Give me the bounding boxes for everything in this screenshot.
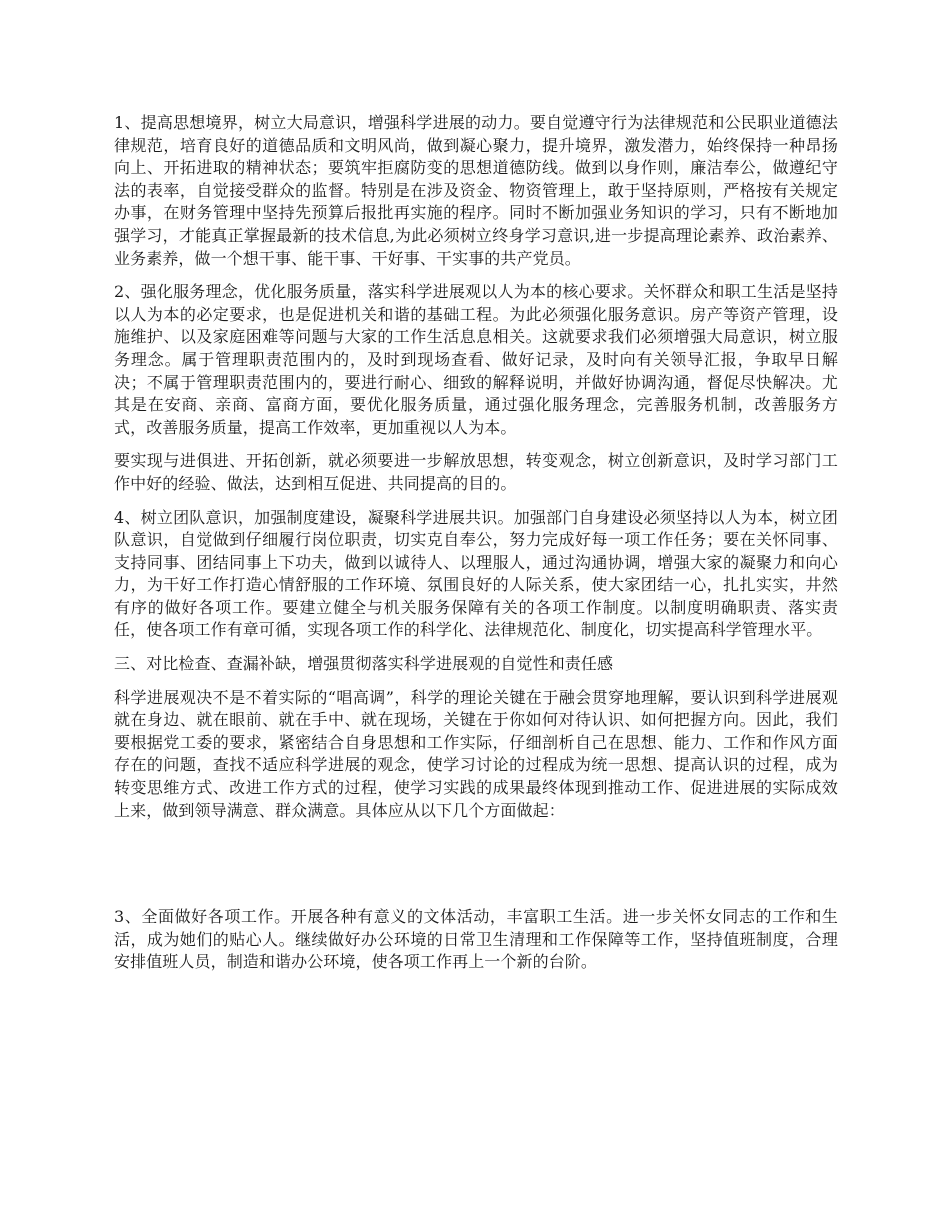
paragraph-1: 1、提高思想境界，树立大局意识，增强科学进展的动力。要自觉遵守行为法律规范和公民职业道德法律规范，培育良好的道德品质和文明风尚，做到凝心聚力，提升境界，激发潜力，始终保持一种昂扬向上、开拓进取的精神状态；要筑牢拒腐防变的思想道德防线。做到以身作则，廉洁奉公，做遵纪守法的表率，自觉接受群众的监督。特别是在涉及资金、物资管理上，敢于坚持原则，严格按有关规定办事，在财务管理中坚持先预算后报批再实施的程序。同时不断加强业务知识的学习，只有不断地加强学习，才能真正掌握最新的技术信息,为此必须树立终身学习意识,进一步提高理论素养、政治素养、业务素养，做一个想干事、能干事、干好事、干实事的共产党员。 <box>114 113 838 268</box>
paragraph-3: 要实现与进俱进、开拓创新，就必须要进一步解放思想，转变观念，树立创新意识，及时学习部门工作中好的经验、做法，达到相互促进、共同提高的目的。 <box>114 451 838 493</box>
paragraph-gap <box>114 496 838 507</box>
document-body <box>114 112 838 974</box>
paragraph-gap <box>114 642 838 653</box>
paragraph-5: 科学进展观决不是不着实际的“唱高调”，科学的理论关键在于融会贯穿地理解，要认识到科学进展观就在身边、就在眼前、就在手中、就在现场，关键在于你如何对待认识、如何把握方向。因此，我们要根据党工委的要求，紧密结合自身思想和工作实际，仔细剖析自己在思想、能力、工作和作风方面存在的问题，查找不适应科学进展的观念，使学习讨论的过程成为统一思想、提高认识的过程，成为转变思维方式、改进工作方式的过程，使学习实践的成果最终体现到推动工作、促进进展的实际成效上来，做到领导满意、群众满意。具体应从以下几个方面做起： <box>114 687 838 820</box>
blank-space <box>114 822 838 906</box>
paragraph-4: 4、树立团队意识，加强制度建设，凝聚科学进展共识。加强部门自身建设必须坚持以人为本，树立团队意识，自觉做到仔细履行岗位职责，切实克自奉公，努力完成好每一项工作任务；要在关怀同事、支持同事、团结同事上下功夫，做到以诚待人、以理服人，通过沟通协调，增强大家的凝聚力和向心力，为干好工作打造心情舒服的工作环境、氛围良好的人际关系，使大家团结一心，扎扎实实，井然有序的做好各项工作。要建立健全与机关服务保障有关的各项工作制度。以制度明确职责、落实责任，使各项工作有章可循，实现各项工作的科学化、法律规范化、制度化，切实提高科学管理水平。 <box>114 507 838 640</box>
paragraph-6: 3、全面做好各项工作。开展各种有意义的文体活动，丰富职工生活。进一步关怀女同志的工作和生活，成为她们的贴心人。继续做好办公环境的日常卫生清理和工作保障等工作，坚持值班制度，合理安排值班人员，制造和谐办公环境，使各项工作再上一个新的台阶。 <box>114 907 838 972</box>
section-heading: 三、对比检查、查漏补缺，增强贯彻落实科学进展观的自觉性和责任感 <box>114 654 614 674</box>
paragraph-gap <box>114 439 838 450</box>
paragraph-gap <box>114 676 838 687</box>
paragraph-gap <box>114 270 838 281</box>
paragraph-2: 2、强化服务理念，优化服务质量，落实科学进展观以人为本的核心要求。关怀群众和职工生活是坚持以人为本的必定要求，也是促进机关和谐的基础工程。为此必须强化服务意识。房产等资产管理，设施维护、以及家庭困难等问题与大家的工作生活息息相关。这就要求我们必须增强大局意识，树立服务理念。属于管理职责范围内的，及时到现场查看、做好记录，及时向有关领导汇报，争取早日解决；不属于管理职责范围内的，要进行耐心、细致的解释说明，并做好协调沟通，督促尽快解决。尤其是在安商、亲商、富商方面，要优化服务质量，通过强化服务理念，完善服务机制，改善服务方式，改善服务质量，提高工作效率，更加重视以人为本。 <box>114 282 838 437</box>
